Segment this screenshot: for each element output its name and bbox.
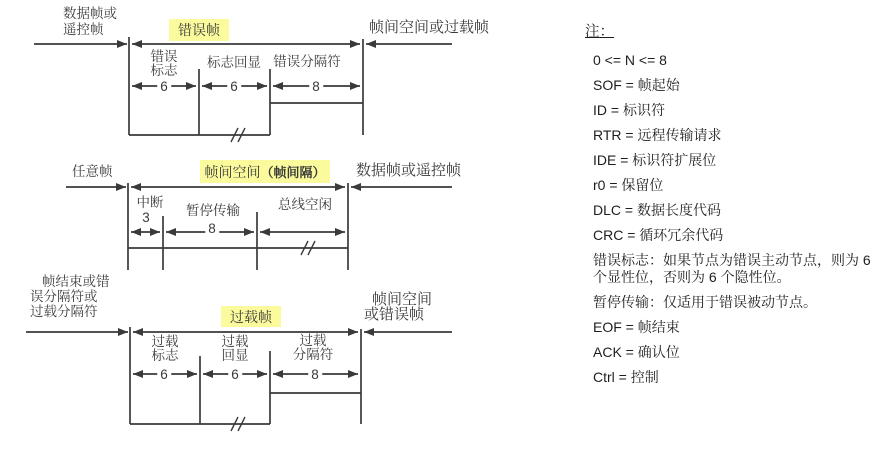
field-label: 暂停传输: [186, 203, 240, 218]
field-bits: 6: [227, 79, 241, 94]
note-item: EOF = 帧结束: [593, 319, 680, 335]
note-item: SOF = 帧起始: [593, 77, 680, 93]
error-frame-lines: [34, 37, 452, 142]
interframe-space-title: [200, 160, 330, 183]
field-bits: 8: [205, 221, 219, 236]
field-label: 过载: [221, 334, 249, 349]
overload-frame-title: [221, 306, 281, 327]
field-bits: 6: [157, 367, 171, 382]
field-label: 标志回显: [207, 55, 261, 70]
notes-panel: [585, 20, 877, 394]
field-label: 回显: [221, 348, 249, 363]
error-frame-title: [169, 19, 229, 41]
error-frame-title-text: 错误帧: [178, 22, 220, 38]
error-frame-left-label-line2: 遥控帧: [63, 22, 104, 37]
overload-frame-title-text: 过载帧: [230, 308, 272, 325]
note-item: RTR = 远程传输请求: [593, 127, 722, 143]
error-frame-left-label-line1: 数据帧或: [63, 6, 117, 21]
note-item: CRC = 循环冗余代码: [593, 227, 724, 243]
interframe-space-right-label: 数据帧或遥控帧: [356, 162, 462, 179]
interframe-space-lines: [66, 183, 452, 270]
note-item: 0 <= N <= 8: [593, 52, 667, 68]
overload-frame-right-label-line2: 或错误帧: [364, 306, 425, 323]
interframe-space-left-label: 任意帧: [72, 164, 113, 179]
field-label: 中断: [136, 195, 164, 210]
notes-header: 注：: [585, 24, 614, 40]
field-label: 错误分隔符: [273, 54, 341, 69]
interframe-space-title-paren: （帧间隔）: [260, 165, 326, 180]
field-label: 标志: [151, 348, 179, 363]
field-bits: 6: [157, 79, 171, 94]
error-frame-right-label: 帧间空间或过载帧: [369, 19, 490, 36]
note-item: DLC = 数据长度代码: [593, 202, 721, 218]
field-label: 错误: [150, 49, 178, 64]
note-item: IDE = 标识符扩展位: [593, 152, 717, 168]
interframe-space-title-text: 帧间空间: [204, 163, 261, 180]
note-item: 错误标志：如果节点为错误主动节点，则为 6 个显性位，否则为 6 个隐性位。: [593, 252, 871, 285]
field-bits: 3: [142, 210, 150, 225]
field-label: 过载: [151, 334, 179, 349]
overload-frame-left-label-line3: 过载分隔符: [30, 304, 98, 319]
overload-frame-left-label-line2: 误分隔符或: [30, 289, 98, 304]
field-label: 分隔符: [292, 347, 334, 362]
field-bits: 6: [228, 367, 242, 382]
note-item: 暂停传输：仅适用于错误被动节点。: [593, 294, 817, 310]
overload-frame-left-label-line1: 帧结束或错: [42, 274, 110, 289]
overload-frame-right-label-line1: 帧间空间: [372, 291, 433, 308]
note-item: ACK = 确认位: [593, 344, 680, 360]
field-label: 总线空闲: [278, 197, 332, 212]
field-label: 标志: [150, 63, 178, 78]
field-bits: 8: [308, 367, 322, 382]
note-item: r0 = 保留位: [593, 177, 664, 193]
field-label: 过载: [299, 333, 327, 348]
field-bits: 8: [309, 79, 323, 94]
note-item: ID = 标识符: [593, 102, 665, 118]
note-item: Ctrl = 控制: [593, 369, 659, 385]
